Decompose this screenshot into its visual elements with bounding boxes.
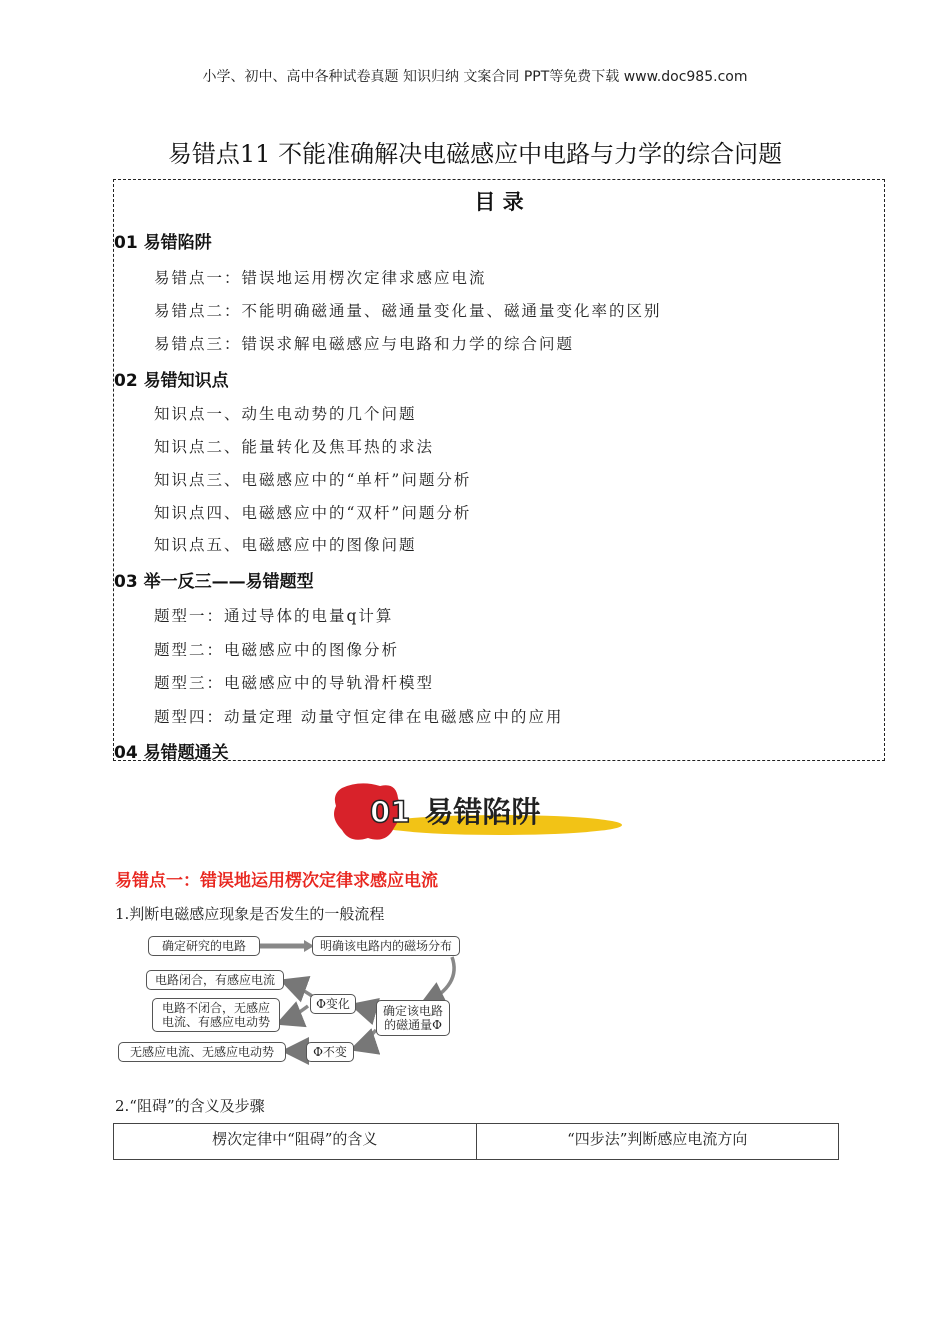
table-of-contents [113, 179, 885, 761]
toc-section-4[interactable]: 04 易错题通关 [114, 743, 229, 763]
flow-box-open-circuit: 电路不闭合，无感应 电流、有感应电动势 [152, 998, 280, 1032]
toc-item[interactable]: 题型四：动量定理 动量守恒定律在电磁感应中的应用 [154, 708, 564, 726]
flow-box-flux-unchanged: Φ不变 [306, 1042, 354, 1062]
toc-item[interactable]: 易错点一：错误地运用楞次定律求感应电流 [154, 269, 487, 287]
document-title: 易错点11 不能准确解决电磁感应中电路与力学的综合问题 [167, 140, 783, 168]
toc-section-1[interactable]: 01 易错陷阱 [114, 233, 212, 253]
toc-item[interactable]: 题型二：电磁感应中的图像分析 [154, 641, 400, 659]
table-header-cell: “四步法”判断感应电流方向 [476, 1124, 839, 1159]
toc-item[interactable]: 题型一：通过导体的电量q计算 [154, 607, 394, 625]
toc-item[interactable]: 知识点四、电磁感应中的“双杆”问题分析 [154, 504, 472, 522]
flow-box-closed-circuit: 电路闭合，有感应电流 [146, 970, 284, 990]
paragraph-1: 1.判断电磁感应现象是否发生的一般流程 [115, 905, 385, 923]
toc-item[interactable]: 题型三：电磁感应中的导轨滑杆模型 [154, 674, 435, 692]
flow-diagram [112, 930, 472, 1070]
flow-box-flux-changes: Φ变化 [310, 994, 356, 1014]
toc-item[interactable]: 知识点一、动生电动势的几个问题 [154, 405, 417, 423]
toc-item[interactable]: 易错点三：错误求解电磁感应与电路和力学的综合问题 [154, 335, 575, 353]
banner-label: 易错陷阱 [424, 795, 541, 829]
comparison-table [113, 1123, 839, 1160]
flow-box-identify-circuit: 确定研究的电路 [148, 936, 260, 956]
toc-item[interactable]: 知识点二、能量转化及焦耳热的求法 [154, 438, 435, 456]
paragraph-2: 2.“阻碍”的含义及步骤 [115, 1097, 265, 1115]
site-header: 小学、初中、高中各种试卷真题 知识归纳 文案合同 PPT等免费下载 www.doc985.com [202, 69, 748, 85]
flow-box-determine-flux: 确定该电路 的磁通量Φ [376, 1000, 450, 1036]
section-banner [330, 778, 630, 846]
flow-box-magnetic-field: 明确该电路内的磁场分布 [312, 936, 460, 956]
flow-box-no-current: 无感应电流、无感应电动势 [118, 1042, 286, 1062]
toc-heading: 目 录 [474, 190, 524, 214]
toc-item[interactable]: 知识点三、电磁感应中的“单杆”问题分析 [154, 471, 472, 489]
banner-number: 01 [370, 795, 411, 829]
table-header-cell: 楞次定律中“阻碍”的含义 [212, 1130, 378, 1148]
error-point-heading: 易错点一：错误地运用楞次定律求感应电流 [115, 871, 438, 891]
toc-item[interactable]: 知识点五、电磁感应中的图像问题 [154, 536, 417, 554]
toc-section-3[interactable]: 03 举一反三——易错题型 [114, 572, 314, 592]
toc-section-2[interactable]: 02 易错知识点 [114, 371, 229, 391]
toc-item[interactable]: 易错点二：不能明确磁通量、磁通量变化量、磁通量变化率的区别 [154, 302, 662, 320]
banner-title [370, 790, 540, 831]
